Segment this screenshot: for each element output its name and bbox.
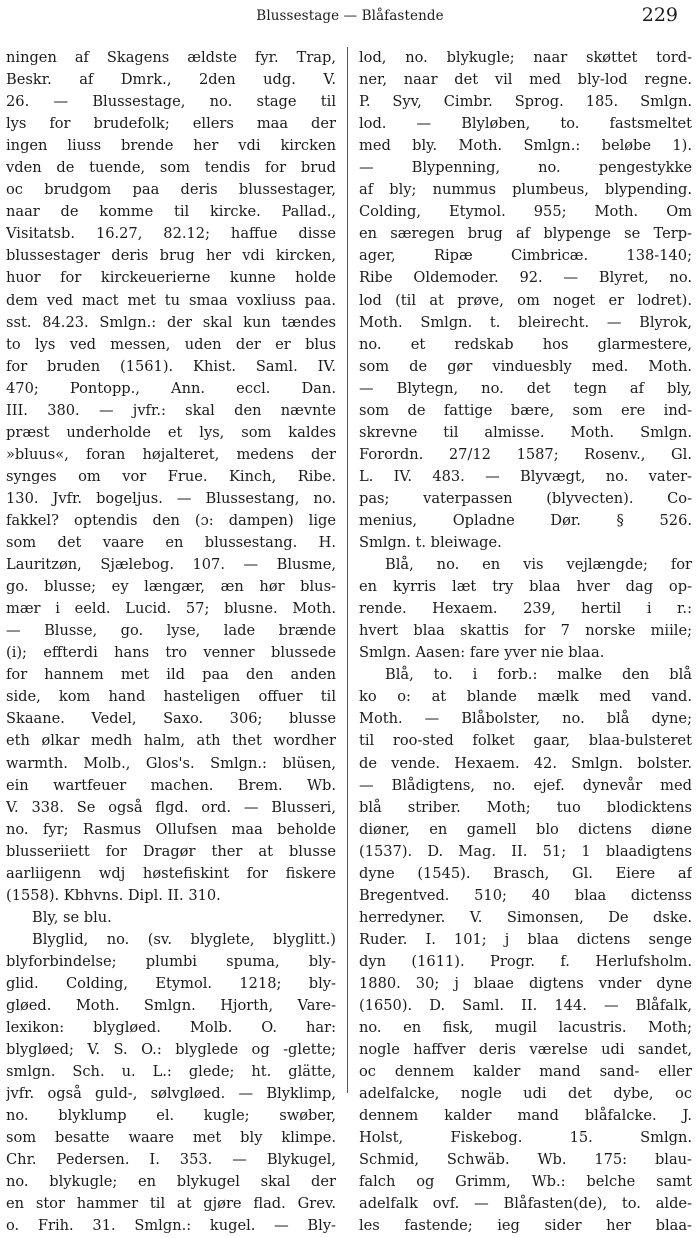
text-line: (1558). Kbhvns. Dipl. II. 310.	[6, 886, 221, 904]
text-line: sst. 84.23. Smlgn.: der skal kun tændes	[6, 313, 336, 331]
text-line: for bruden (1561). Khist. Saml. IV.	[6, 357, 336, 375]
text-line: ingen liuss brende her vdi kircken	[6, 137, 336, 155]
text-line: oc brudgom paa deris blussestager,	[6, 181, 336, 199]
text-line: Smlgn. Aasen: fare yver nie blaa.	[359, 644, 605, 662]
text-line: Moth. Smlgn. t. bleirecht. — Blyrok,	[359, 313, 692, 331]
text-line: (1537). D. Mag. II. 51; 1 blaadigtens	[359, 842, 692, 860]
text-line: ningen af Skagens ældste fyr. Trap,	[6, 49, 336, 66]
text-line: (i); effterdi hans tro venner blussede	[6, 644, 336, 662]
text-line: blå striber. Moth; tuo blodicktens	[359, 798, 692, 816]
text-line: huor for kirckeuerierne kunne holde	[6, 269, 336, 287]
text-line: skrevne til almisse. Moth. Smlgn.	[359, 423, 692, 441]
text-line: no. et redskab hos glarmestere,	[359, 335, 692, 353]
text-line: 1880. 30; j blaae digtens vnder dyne	[359, 974, 692, 992]
text-line: blusseriiett for Dragør ther at blusse	[6, 842, 336, 860]
text-line: Ribe Oldemoder. 92. — Blyret, no.	[359, 269, 692, 287]
text-line: (1650). D. Saml. II. 144. — Blåfalk,	[359, 997, 692, 1015]
text-line: med bly. Moth. Smlgn.: beløbe 1).	[359, 137, 692, 155]
text-line: aarliigenn wdj høstefiskint for fiskere	[6, 864, 336, 882]
text-line: som de fattige bære, som ere ind-	[359, 401, 692, 419]
header-title: Blussestage — Blåfastende	[256, 8, 444, 24]
text-line: Lauritzøn, Sjælebog. 107. — Blusme,	[6, 556, 336, 574]
text-line: dem ved mact met tu smaa voxliuss paa.	[6, 291, 336, 309]
text-line: fakkel? optendis den (ɔ: dampen) lige	[6, 511, 336, 529]
text-line: warmth. Molb., Glos's. Smlgn.: blüsen,	[6, 754, 336, 772]
text-line: Bregentved. 510; 40 blaa dictenss	[359, 886, 692, 904]
text-line: Ruder. I. 101; j blaa dictens senge	[359, 930, 692, 948]
text-line: dennem kalder mand blåfalcke. J.	[359, 1107, 692, 1125]
text-line: side, kom hand hasteligen offuer til	[6, 688, 336, 706]
text-line: dyn (1611). Progr. f. Herlufsholm.	[359, 952, 692, 970]
text-line: Forordn. 27/12 1587; Rosenv., Gl.	[359, 445, 692, 463]
text-line: nogle haffver deris værelse udi sandet,	[359, 1041, 692, 1059]
text-line: adelfalcke, nogle udi det dybe, oc	[359, 1085, 692, 1103]
text-line: les fastende; ieg sider her blaa-	[359, 1217, 692, 1235]
text-line: adelfalk ovf. — Blåfasten(de), to. alde-	[359, 1195, 692, 1213]
text-line: smlgn. Sch. u. L.: glede; ht. glätte,	[6, 1063, 336, 1081]
text-line: V. 338. Se også flgd. ord. — Blusseri,	[6, 798, 336, 816]
text-line: Smlgn. t. bleiwage.	[359, 534, 502, 552]
text-line: en stor hammer til at gjøre flad. Grev.	[6, 1195, 336, 1213]
text-line: falch og Grimm, Wb.: belche samt	[359, 1173, 692, 1191]
text-line: en særegen brug af blypenge se Terp-	[359, 225, 692, 243]
right-column	[359, 47, 692, 1238]
text-line: no. blyklump el. kugle; swøber,	[6, 1107, 336, 1125]
text-line: III. 380. — jvfr.: skal den nævnte	[6, 401, 336, 419]
text-line: en kyrris læt try blaa hver dag op-	[359, 578, 692, 596]
left-column	[6, 47, 336, 1238]
text-line: af bly; nummus plumbeus, blypending.	[359, 181, 692, 199]
text-line: Bly, se blu.	[32, 908, 112, 926]
text-line: blyforbindelse; plumbi spuma, bly-	[6, 952, 336, 970]
text-line: — Blypenning, no. pengestykke	[359, 159, 692, 177]
text-line: som besatte waare met bly klimpe.	[6, 1129, 336, 1147]
text-line: »bluus«, foran højalteret, medens der	[6, 445, 336, 463]
text-line: lod (til at prøve, om noget er lodret).	[359, 291, 692, 309]
text-line: Holst, Fiskebog. 15. Smlgn.	[359, 1129, 692, 1147]
text-line: hvert blaa skattis for 7 norske miile;	[359, 622, 692, 640]
text-line: — Blusse, go. lyse, lade brænde	[6, 622, 336, 640]
text-line: — Blådigtens, no. ejef. dynevår med	[359, 776, 692, 794]
text-line: herredyner. V. Simonsen, De dske.	[359, 908, 692, 926]
text-line: Skaane. Vedel, Saxo. 306; blusse	[6, 710, 336, 728]
text-line: no. en fisk, mugil lacustris. Moth;	[359, 1019, 692, 1037]
text-line: ko o: at blande mælk med vand.	[359, 688, 692, 706]
text-line: gløed. Moth. Smlgn. Hjorth, Vare-	[6, 997, 336, 1015]
text-line: glid. Colding, Etymol. 1218; bly-	[6, 974, 336, 992]
text-line: Colding, Etymol. 955; Moth. Om	[359, 203, 692, 221]
text-line: 470; Pontopp., Ann. eccl. Dan.	[6, 379, 336, 397]
text-line: 26. — Blussestage, no. stage til	[6, 93, 336, 111]
text-line: go. blusse; ey længær, æn hør blus-	[6, 578, 336, 596]
text-line: Chr. Pedersen. I. 353. — Blykugel,	[6, 1151, 336, 1169]
text-line: dyne (1545). Brasch, Gl. Eiere af	[359, 864, 692, 882]
text-line: blygløed; V. S. O.: blyglede og -glette;	[6, 1041, 336, 1059]
running-header	[0, 3, 700, 29]
text-line: blussestager deris brug her vdi kircken,	[6, 247, 336, 265]
text-line: jvfr. også guld-, sølvgløed. — Blyklimp,	[6, 1085, 336, 1103]
text-line: L. IV. 483. — Blyvægt, no. vater-	[359, 467, 692, 485]
text-line: som de gør vinduesbly med. Moth.	[359, 357, 692, 375]
text-line: eth ølkar medh halm, ath thet wordher	[6, 732, 336, 750]
text-line: Blå, to. i forb.: malke den blå	[385, 666, 692, 684]
text-line: lys for brudefolk; ellers maa der	[6, 115, 336, 133]
text-line: Blyglid, no. (sv. blyglete, blyglitt.)	[32, 930, 336, 948]
text-line: no. fyr; Rasmus Ollufsen maa beholde	[6, 820, 336, 838]
text-line: lod. — Blyløben, to. fastsmeltet	[359, 115, 692, 133]
text-line: de vende. Hexaem. 42. Smlgn. bolster.	[359, 754, 692, 772]
text-line: ner, naar det vil med bly-lod regne.	[359, 71, 692, 89]
text-line: Schmid, Schwäb. Wb. 175: blau-	[359, 1151, 692, 1169]
text-line: ein wartfeuer machen. Brem. Wb.	[6, 776, 336, 794]
text-line: oc dennem kalder mand sand- eller	[359, 1063, 692, 1081]
text-line: vden de tuende, som tendis for brud	[6, 159, 336, 177]
text-line: to lys ved messen, uden der er blus	[6, 335, 336, 353]
text-line: diøner, en gamell blo dictens diøne	[359, 820, 692, 838]
text-line: Blå, no. en vis vejlængde; for	[385, 556, 692, 574]
text-line: lod, no. blykugle; naar skøttet tord-	[359, 49, 692, 66]
text-line: lexikon: blygløed. Molb. O. har:	[6, 1019, 336, 1037]
text-line: naar de komme til kircke. Pallad.,	[6, 203, 336, 221]
text-line: Visitatsb. 16.27, 82.12; haffue disse	[6, 225, 336, 243]
text-line: — Blytegn, no. det tegn af bly,	[359, 379, 692, 397]
text-line: synges om vor Frue. Kinch, Ribe.	[6, 467, 336, 485]
text-line: til roo-sted folket gaar, blaa-bulsteret	[359, 732, 692, 750]
text-line: som det vaare en blussestang. H.	[6, 534, 336, 552]
text-line: 130. Jvfr. bogeljus. — Blussestang, no.	[6, 489, 336, 507]
text-line: for hannem met ild paa den anden	[6, 666, 336, 684]
text-line: pas; vaterpassen (blyvecten). Co-	[359, 489, 692, 507]
text-line: P. Syv, Cimbr. Sprog. 185. Smlgn.	[359, 93, 692, 111]
page-number: 229	[641, 4, 678, 26]
text-line: ager, Ripæ Cimbricæ. 138-140;	[359, 247, 692, 265]
text-line: menius, Opladne Dør. § 526.	[359, 511, 692, 529]
text-line: præst underholde et lys, som kaldes	[6, 423, 336, 441]
text-line: Beskr. af Dmrk., 2den udg. V.	[6, 71, 336, 89]
text-line: Moth. — Blåbolster, no. blå dyne;	[359, 710, 692, 728]
column-divider	[347, 47, 348, 1093]
text-line: rende. Hexaem. 239, hertil i r.:	[359, 600, 692, 618]
text-line: no. blykugle; en blykugel skal der	[6, 1173, 336, 1191]
text-line: mær i eeld. Lucid. 57; blusne. Moth.	[6, 600, 336, 618]
text-line: o. Frih. 31. Smlgn.: kugel. — Bly-	[6, 1217, 336, 1235]
